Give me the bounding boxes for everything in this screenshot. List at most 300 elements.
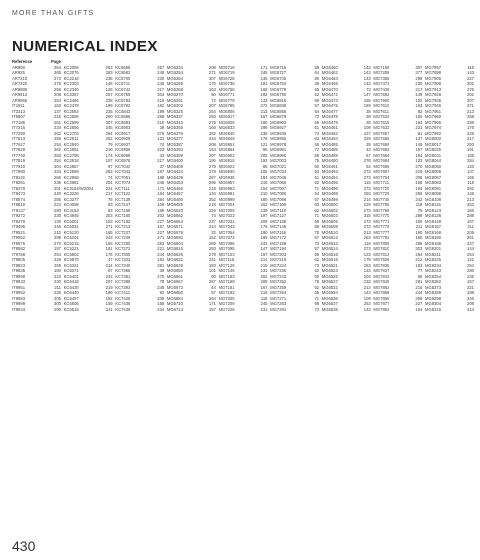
entry-page: 268 xyxy=(157,114,165,119)
entry-reference: KC6976 xyxy=(115,158,131,163)
entry-page: 60 xyxy=(314,163,320,169)
entry-reference: KC6792 xyxy=(115,103,131,108)
entry-reference: MG6491 xyxy=(321,163,338,169)
entry-page: 377 xyxy=(415,70,423,75)
entry-reference: MG6978 xyxy=(270,141,287,147)
entry-reference: KC2340 xyxy=(63,86,79,92)
entry-page: 245 xyxy=(260,70,268,75)
entry-page: 210 xyxy=(105,147,113,152)
entry-reference: MG7770 xyxy=(373,213,390,218)
entry-page: 180 xyxy=(260,196,268,202)
entry-page: 207 xyxy=(208,152,216,158)
entry-reference: MG8083 xyxy=(425,180,442,185)
entry-page: 64 xyxy=(314,70,320,75)
entry-reference: MG6500 xyxy=(321,202,338,207)
entry-reference: MG6849 xyxy=(218,136,235,141)
entry-reference: MG7868 xyxy=(373,290,390,295)
entry-reference: KC7051 xyxy=(115,174,131,180)
entry-page: 282 xyxy=(208,130,216,136)
entry-reference: MG6955 xyxy=(270,136,287,141)
entry-reference: KC2216 xyxy=(63,75,79,81)
entry-reference: MG6514 xyxy=(321,246,338,251)
entry-page: 146 xyxy=(467,191,474,196)
entry-reference: MG7043 xyxy=(218,224,235,229)
entry-page: 235 xyxy=(54,213,61,218)
entry-page: 143 xyxy=(363,306,371,312)
entry-reference: MG7021 xyxy=(270,163,287,169)
entry-reference: MG7946 xyxy=(425,103,442,108)
entry-page: 38 xyxy=(366,114,371,119)
entry-page: 63 xyxy=(314,202,320,207)
entry-reference: IT9788 xyxy=(12,251,26,257)
entry-reference: IT7185 xyxy=(12,119,26,125)
entry-page: 190 xyxy=(260,229,268,235)
entry-page: 305 xyxy=(54,295,61,301)
entry-page: 153 xyxy=(208,147,216,152)
entry-reference: KC6969 xyxy=(115,152,131,158)
entry-page: 155 xyxy=(415,235,423,240)
entry-page: 131 xyxy=(157,136,165,141)
entry-reference: MG6714 xyxy=(166,306,183,312)
entry-reference: MG8211 xyxy=(425,251,441,257)
entry-page: 192 xyxy=(105,295,113,301)
entry-page: 203 xyxy=(105,213,113,218)
entry-page: 166 xyxy=(467,207,474,213)
entry-page: 230 xyxy=(415,81,423,86)
entry-reference: KC7138 xyxy=(115,196,131,202)
entry-page: 137 xyxy=(467,169,474,174)
entry-page: 191 xyxy=(157,257,165,262)
index-column xyxy=(425,59,474,312)
entry-page: 271 xyxy=(157,235,165,240)
entry-page: 214 xyxy=(105,262,113,268)
entry-page: 209 xyxy=(157,295,165,301)
entry-reference: MG7138 xyxy=(270,218,287,224)
entry-reference: MG8096 xyxy=(425,191,442,196)
entry-page: 197 xyxy=(260,213,268,218)
entry-reference: MG6490 xyxy=(321,158,338,163)
entry-reference: MG7103 xyxy=(218,251,235,257)
entry-reference: IT8810 xyxy=(12,202,26,207)
entry-page: 208 xyxy=(54,92,61,97)
entry-page: 54 xyxy=(366,163,371,169)
entry-page: 75 xyxy=(314,229,320,235)
entry-page: 73 xyxy=(314,240,320,246)
entry-page: 212 xyxy=(54,229,61,235)
entry-reference: MG8091 xyxy=(425,185,442,191)
entry-reference: MG7810 xyxy=(373,246,390,251)
entry-reference: IT9279 xyxy=(12,218,26,224)
entry-page: 147 xyxy=(363,92,371,97)
entry-page: 223 xyxy=(54,273,61,279)
entry-page: 273 xyxy=(54,75,61,81)
entry-reference: MG7782 xyxy=(373,235,390,240)
entry-page: 67 xyxy=(314,235,320,240)
entry-reference: IT9952 xyxy=(12,290,26,295)
entry-page: 224 xyxy=(54,202,61,207)
entry-page: 269 xyxy=(415,191,423,196)
entry-reference: MG7203 xyxy=(270,251,287,257)
entry-page: 273 xyxy=(363,224,371,229)
index-column xyxy=(322,59,371,312)
entry-page: 270 xyxy=(54,240,61,246)
entry-page: 150 xyxy=(415,218,423,224)
entry-page: 176 xyxy=(467,125,474,130)
entry-reference: IT7910 xyxy=(12,163,26,169)
entry-reference: KC7147 xyxy=(115,202,131,207)
entry-reference: IT7740 xyxy=(12,152,26,158)
entry-reference: MG6817 xyxy=(218,114,235,119)
entry-reference: MG6516 xyxy=(321,251,338,257)
entry-reference: KC6418 xyxy=(63,279,79,284)
entry-page: 174 xyxy=(105,152,113,158)
entry-reference: MG7115 xyxy=(218,257,235,262)
entry-page: 304 xyxy=(157,92,165,97)
entry-reference: KC3184/W2004 xyxy=(63,185,94,191)
entry-reference: KC2891 xyxy=(63,147,79,152)
entry-page: 37 xyxy=(159,163,165,169)
entry-reference: IT7629 xyxy=(12,147,26,152)
index-column xyxy=(64,59,113,312)
entry-page: 210 xyxy=(157,119,165,125)
entry-page: 227 xyxy=(157,218,165,224)
entry-reference: MG6785 xyxy=(218,103,235,108)
entry-reference: MG7105 xyxy=(270,202,287,207)
entry-reference: KC6516 xyxy=(63,306,79,312)
entry-page: 176 xyxy=(260,136,268,141)
entry-page: 195 xyxy=(208,158,216,163)
entry-page: 131 xyxy=(260,268,268,273)
entry-reference: MG7534 xyxy=(373,114,390,119)
entry-reference: IT9805 xyxy=(12,257,26,262)
entry-page: 165 xyxy=(105,229,113,235)
entry-page: 216 xyxy=(415,284,423,290)
entry-reference: MG8243 xyxy=(425,268,442,273)
entry-page: 188 xyxy=(157,174,165,180)
entry-reference: MG6935 xyxy=(270,130,287,136)
entry-reference: MG8304 xyxy=(425,301,442,306)
entry-reference: MG8201 xyxy=(425,246,442,251)
entry-page: 262 xyxy=(260,273,268,279)
entry-page: 263 xyxy=(105,64,113,70)
entry-reference: MG6661 xyxy=(166,273,183,279)
entry-page: 285 xyxy=(54,196,61,202)
entry-page: 168 xyxy=(467,152,474,158)
entry-reference: MG7828 xyxy=(373,257,390,262)
entry-page: 290 xyxy=(105,114,113,119)
entry-reference: KC7305 xyxy=(115,251,131,257)
entry-reference: IT8119 xyxy=(12,174,25,180)
entry-reference: MG6616 xyxy=(166,246,183,251)
page-header-label: Page xyxy=(50,59,61,64)
entry-page: 227 xyxy=(157,229,165,235)
entry-reference: MG7663 xyxy=(373,147,390,152)
entry-page: 120 xyxy=(467,163,474,169)
entry-page: 217 xyxy=(157,86,165,92)
entry-page: 213 xyxy=(363,284,371,290)
entry-reference: KC5802 xyxy=(63,251,79,257)
entry-reference: MG6922 xyxy=(218,163,235,169)
index-entry xyxy=(270,307,319,313)
entry-page: 157 xyxy=(467,279,474,284)
entry-reference: MG6398 xyxy=(166,152,183,158)
entry-reference: MG6485 xyxy=(321,141,338,147)
entry-page: 163 xyxy=(54,103,61,108)
entry-reference: KC5001 xyxy=(63,218,79,224)
entry-reference: MG7615 xyxy=(373,119,390,125)
entry-reference: KC7074 xyxy=(115,180,131,185)
entry-reference: MG8254 xyxy=(425,273,442,279)
entry-page: 329 xyxy=(363,136,371,141)
entry-reference: MG6508 xyxy=(321,224,338,229)
entry-page: 264 xyxy=(208,295,216,301)
entry-reference: IT9899 xyxy=(12,273,26,279)
entry-reference: MG6632 xyxy=(166,257,183,262)
entry-reference: MG7892 xyxy=(373,306,390,312)
entry-page: 118 xyxy=(415,202,423,207)
entry-reference: KC6843 xyxy=(115,108,131,114)
entry-reference: MG6325 xyxy=(166,108,183,114)
entry-page: 281 xyxy=(157,262,165,268)
entry-page: 283 xyxy=(54,152,61,158)
entry-page: 229 xyxy=(363,202,371,207)
entry-reference: MG7745 xyxy=(373,196,390,202)
entry-reference: KC7249 xyxy=(115,235,131,240)
entry-reference: MG8044 xyxy=(425,158,442,163)
entry-reference: MG6673 xyxy=(166,284,183,290)
entry-page: 50 xyxy=(211,92,216,97)
entry-page: 264 xyxy=(54,64,61,70)
entry-reference: MG7725 xyxy=(373,191,390,196)
entry-page: 82 xyxy=(417,108,423,114)
entry-page: 72 xyxy=(211,97,216,103)
entry-page: 73 xyxy=(314,262,320,268)
entry-page: 242 xyxy=(415,196,423,202)
entry-page: 165 xyxy=(415,180,423,185)
entry-reference: MG7696 xyxy=(373,163,390,169)
entry-page: 180 xyxy=(415,114,423,119)
entry-reference: MG7611 xyxy=(373,108,390,114)
entry-reference: KC7365 xyxy=(115,268,131,273)
entry-page: 74 xyxy=(107,174,113,180)
entry-page: 243 xyxy=(105,273,113,279)
entry-reference: MG6719 xyxy=(218,70,235,75)
entry-reference: MG6903 xyxy=(270,119,287,125)
entry-page: 159 xyxy=(105,301,113,306)
entry-page: 263 xyxy=(105,70,113,75)
entry-page: 300 xyxy=(54,301,61,306)
entry-reference: KC7428 xyxy=(115,295,131,301)
index-entry xyxy=(115,307,164,313)
entry-page: 276 xyxy=(467,86,474,92)
entry-page: 143 xyxy=(363,81,371,86)
entry-reference: MG6480 xyxy=(166,196,183,202)
entry-page: 192 xyxy=(260,92,268,97)
entry-reference: MG7926 xyxy=(425,92,442,97)
index-column xyxy=(219,59,268,312)
entry-page: 53 xyxy=(314,169,320,174)
entry-reference: IT9835 xyxy=(12,268,26,273)
entry-reference: MG7600 xyxy=(373,97,390,103)
entry-page: 258 xyxy=(54,86,61,92)
entry-page: 71 xyxy=(314,295,320,301)
entry-reference: KC2840 xyxy=(63,141,79,147)
entry-page: 254 xyxy=(415,251,423,257)
entry-reference: MG6571 xyxy=(166,224,183,229)
entry-page: 265 xyxy=(54,70,61,75)
entry-reference: MG6477 xyxy=(321,108,338,114)
entry-page: 143 xyxy=(363,70,371,75)
entry-reference: KC7160 xyxy=(115,213,131,218)
entry-reference: MG8149 xyxy=(425,218,442,224)
entry-page: 208 xyxy=(208,64,216,70)
entry-reference: MG6864 xyxy=(218,147,235,152)
entry-reference: IT9933 xyxy=(12,279,26,284)
entry-page: 298 xyxy=(415,75,423,81)
entry-reference: MG7219 xyxy=(270,257,287,262)
entry-reference: MG7283 xyxy=(270,301,287,306)
entry-page: 59 xyxy=(314,224,320,229)
entry-reference: MG6930 xyxy=(218,169,235,174)
entry-page: 92 xyxy=(159,290,165,295)
entry-reference: KC6865 xyxy=(115,114,131,119)
entry-reference: KC7340 xyxy=(115,262,131,268)
entry-reference: MG8115 xyxy=(425,202,441,207)
entry-page: 306 xyxy=(415,295,423,301)
entry-page: 213 xyxy=(260,108,268,114)
entry-reference: MG6337 xyxy=(166,114,183,119)
entry-page: 43 xyxy=(159,152,165,158)
entry-reference: MG6254 xyxy=(166,70,183,75)
entry-reference: MG7813 xyxy=(373,251,390,257)
entry-reference: MG6377 xyxy=(166,136,183,141)
entry-page: 254 xyxy=(54,141,61,147)
entry-page: 87 xyxy=(107,268,113,273)
entry-page: 123 xyxy=(363,251,371,257)
entry-page: 221 xyxy=(467,284,474,290)
entry-page: 289 xyxy=(467,213,474,218)
entry-page: 163 xyxy=(415,103,423,108)
entry-reference: MG6302 xyxy=(166,103,183,108)
entry-reference: MG7252 xyxy=(270,279,287,284)
entry-reference: MG6462 xyxy=(321,70,338,75)
entry-reference: MG6393 xyxy=(166,147,183,152)
entry-page: 273 xyxy=(363,207,371,213)
entry-reference: MG6498 xyxy=(321,191,338,196)
entry-reference: MG6578 xyxy=(166,229,183,235)
entry-page: 217 xyxy=(105,191,113,196)
entry-reference: MG8273 xyxy=(425,284,442,290)
entry-reference: KC2818 xyxy=(63,158,79,163)
entry-reference: KC3226 xyxy=(63,191,79,196)
entry-page: 289 xyxy=(467,119,474,125)
entry-page: 60 xyxy=(314,273,320,279)
entry-page: 227 xyxy=(415,301,423,306)
entry-reference: MG6826 xyxy=(218,119,235,125)
entry-reference: KC2478 xyxy=(63,103,79,108)
entry-reference: IT7290 xyxy=(12,130,26,136)
entry-page: 273 xyxy=(363,174,371,180)
entry-reference: MG7843 xyxy=(373,273,390,279)
entry-reference: MG6639 xyxy=(166,262,183,268)
entry-page: 255 xyxy=(54,136,61,141)
entry-reference: MG7992 xyxy=(425,130,442,136)
entry-page: 164 xyxy=(260,185,268,191)
entry-reference: MG7086 xyxy=(218,240,235,246)
entry-reference: MG7264 xyxy=(270,290,287,295)
entry-page: 75 xyxy=(417,207,423,213)
entry-reference: MG7009 xyxy=(218,207,235,213)
entry-reference: KC7111 xyxy=(115,185,130,191)
entry-page: 118 xyxy=(467,180,474,185)
entry-page: 236 xyxy=(54,180,61,185)
entry-page: 224 xyxy=(208,224,216,229)
entry-reference: MG8315 xyxy=(425,306,442,312)
entry-page: 272 xyxy=(260,103,268,108)
entry-reference: KC7439 xyxy=(115,306,131,312)
entry-page: 78 xyxy=(314,279,320,284)
entry-page: 246 xyxy=(157,180,165,185)
entry-reference: IT9137 xyxy=(12,207,26,213)
entry-page: 293 xyxy=(363,191,371,196)
entry-reference: MG6981 xyxy=(218,191,235,196)
entry-reference: MG8002 xyxy=(425,136,442,141)
entry-reference: MG7271 xyxy=(270,295,287,301)
entry-reference: MG7235 xyxy=(270,268,287,273)
entry-reference: MG7935 xyxy=(425,97,442,103)
entry-reference: IT8276 xyxy=(12,185,26,191)
entry-page: 54 xyxy=(314,191,320,196)
entry-reference: IT1911 xyxy=(12,103,25,108)
entry-page: 307 xyxy=(208,75,216,81)
entry-page: 144 xyxy=(467,246,474,251)
entry-page: 214 xyxy=(467,306,474,312)
entry-reference: KC4153 xyxy=(63,207,79,213)
entry-page: 271 xyxy=(467,103,474,108)
entry-reference: MG6234 xyxy=(166,64,183,70)
entry-page: 293 xyxy=(467,141,474,147)
entry-page: 143 xyxy=(363,64,371,70)
entry-reference: MG7368 xyxy=(373,75,390,81)
entry-reference: MG7181 xyxy=(218,284,235,290)
entry-page: 183 xyxy=(208,262,216,268)
entry-page: 133 xyxy=(260,97,268,103)
entry-reference: MG6343 xyxy=(166,119,183,125)
entry-reference: KC4945 xyxy=(63,213,79,218)
entry-reference: MG7153 xyxy=(218,273,235,279)
entry-page: 115 xyxy=(467,64,474,70)
entry-reference: MG6525 xyxy=(321,273,338,279)
entry-reference: MG7697 xyxy=(373,169,390,174)
entry-page: 81 xyxy=(417,130,423,136)
entry-reference: MG7155 xyxy=(270,229,287,235)
entry-reference: MG6512 xyxy=(321,235,338,240)
entry-reference: KC2586 xyxy=(63,114,79,119)
entry-page: 106 xyxy=(157,202,165,207)
entry-page: 244 xyxy=(415,290,423,295)
entry-reference: MG6270 xyxy=(166,92,183,97)
entry-page: 307 xyxy=(415,64,423,70)
entry-reference: MG6291 xyxy=(166,97,183,103)
entry-page: 284 xyxy=(467,158,474,163)
entry-page: 215 xyxy=(54,114,61,119)
entry-reference: MG7195 xyxy=(373,64,390,70)
entry-reference: KC7158 xyxy=(115,207,131,213)
entry-reference: KC7122 xyxy=(115,191,131,196)
entry-reference: KC6566 xyxy=(115,64,131,70)
index-entry xyxy=(425,307,474,313)
entry-reference: MG6779 xyxy=(270,86,287,92)
